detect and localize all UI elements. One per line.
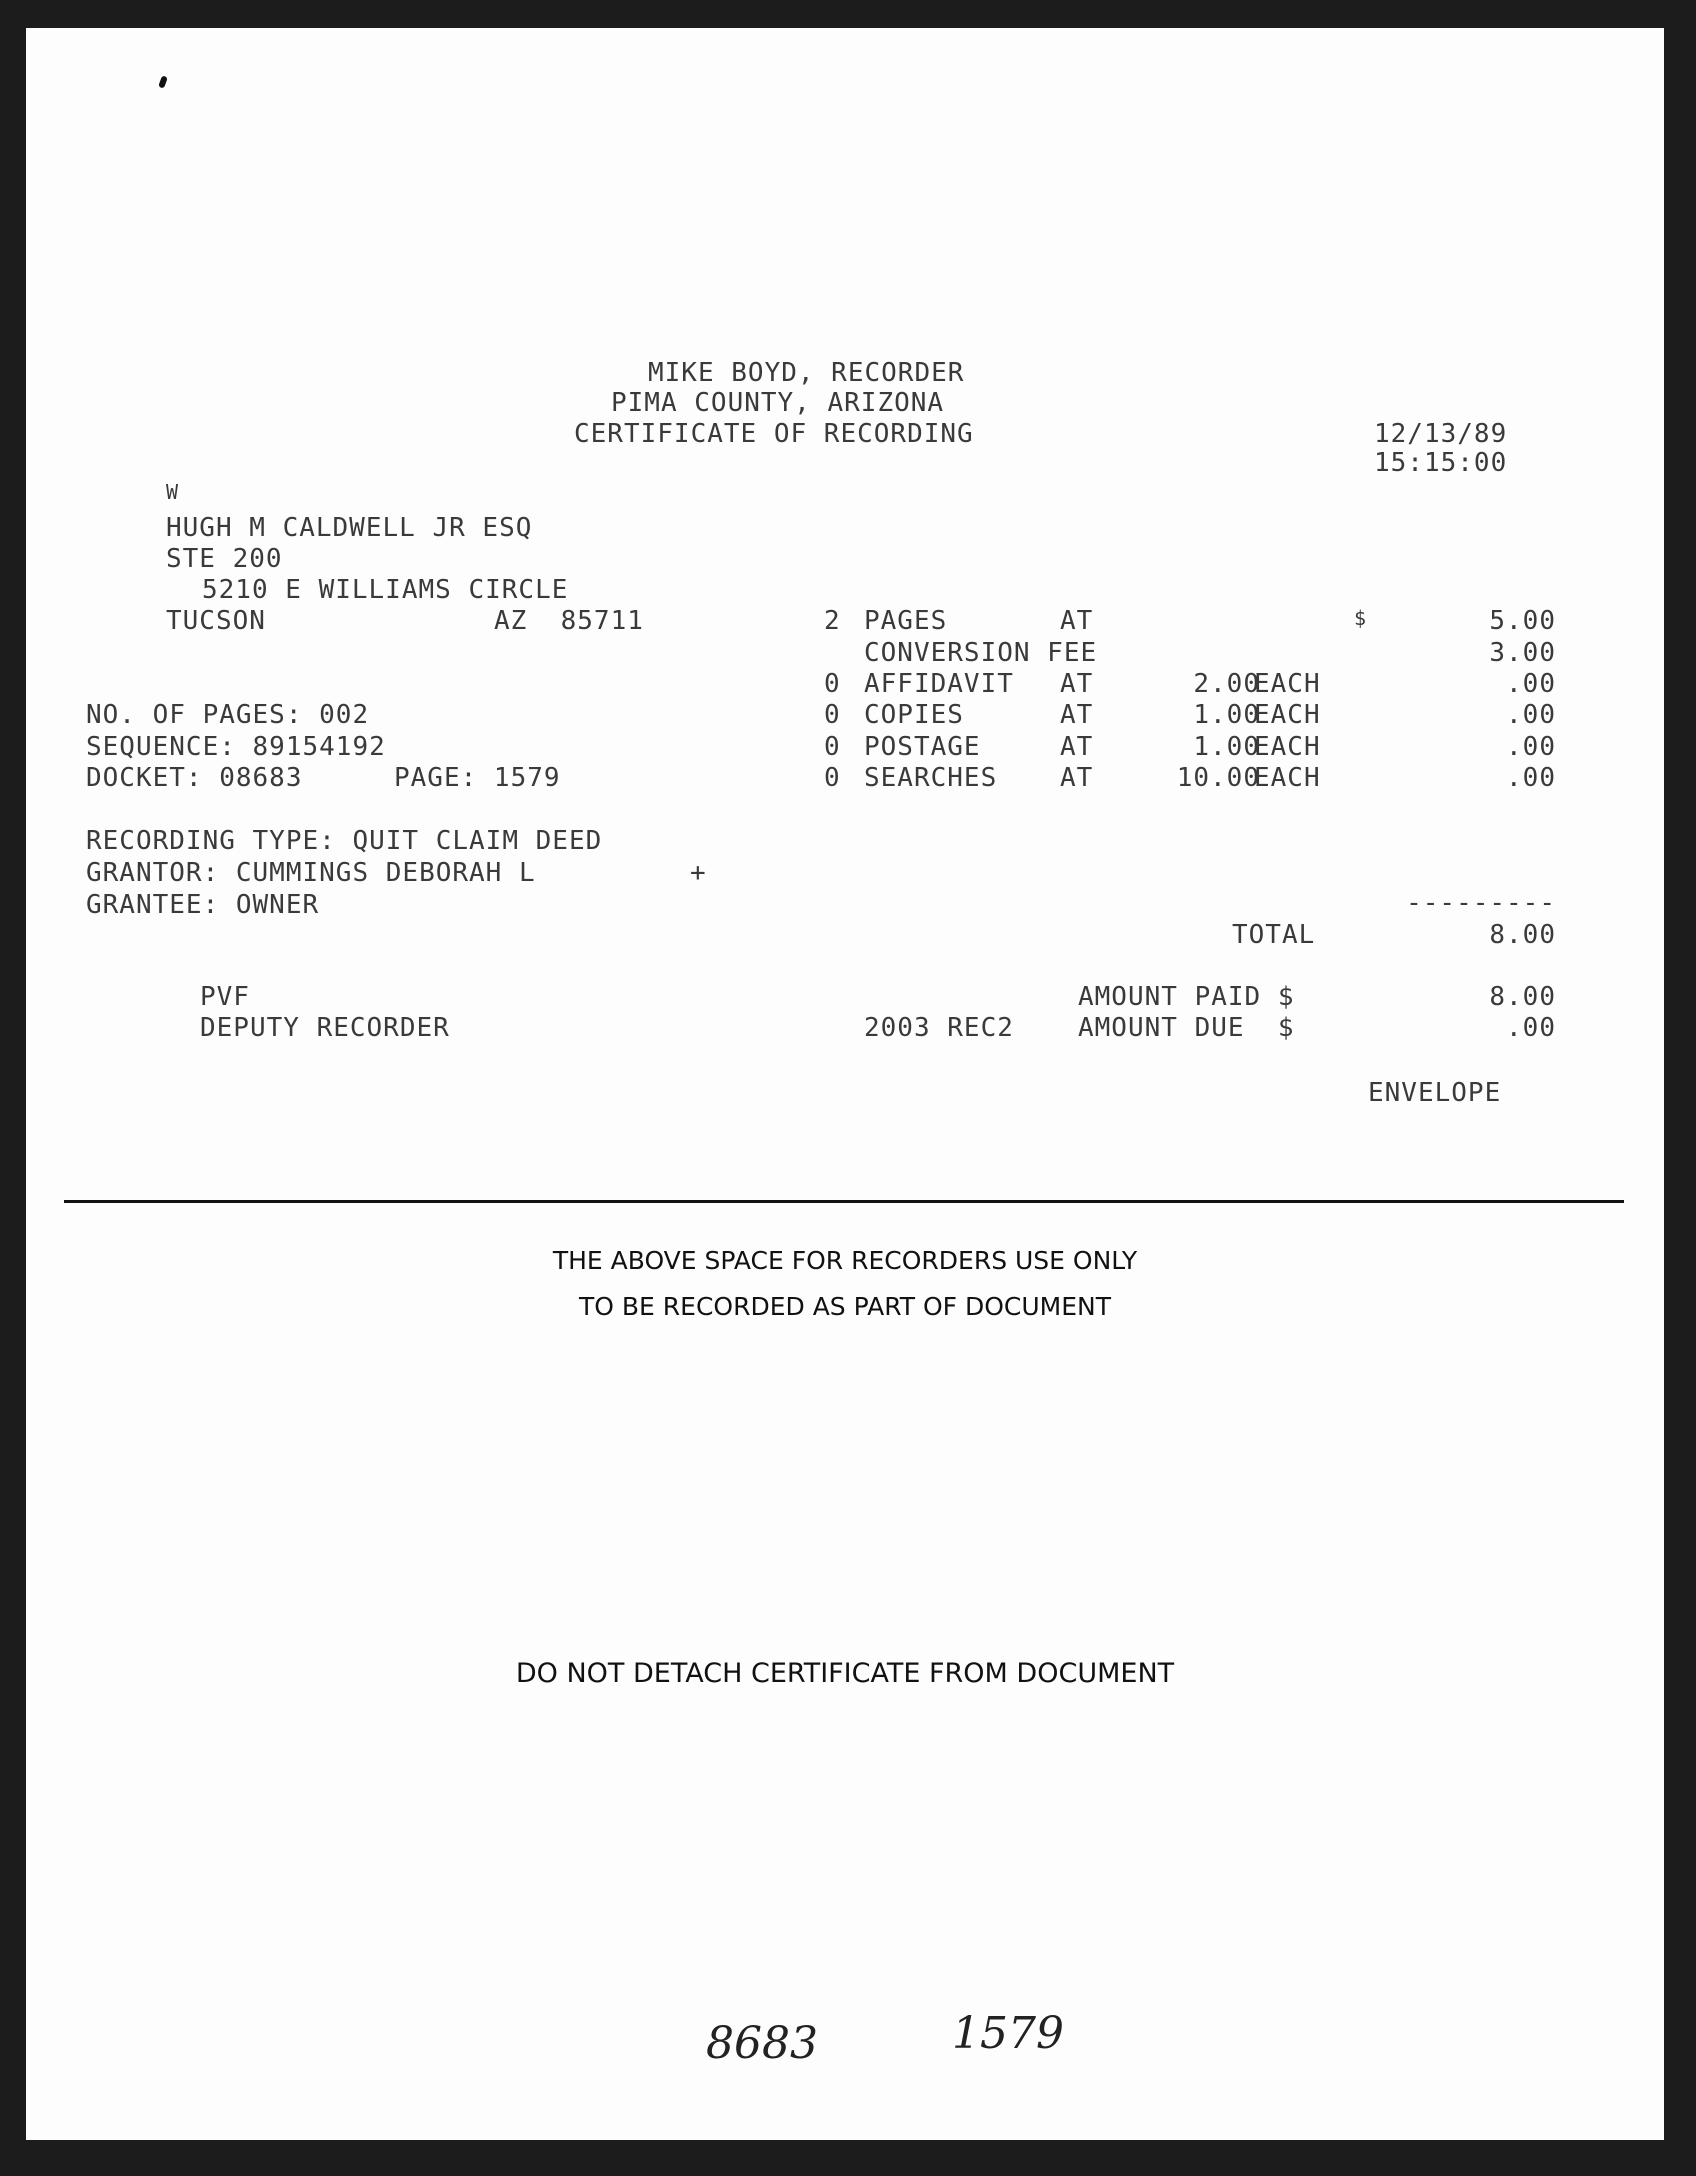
record-date: 12/13/89	[1374, 419, 1508, 449]
fee-each: EACH	[1254, 732, 1321, 762]
fee-each: EACH	[1254, 700, 1321, 730]
addressee-suite: STE 200	[166, 544, 283, 574]
fee-qty: 0	[824, 669, 841, 699]
fee-amount: 5.00	[1489, 606, 1556, 636]
certificate-title: CERTIFICATE OF RECORDING	[574, 419, 974, 449]
fee-currency: $	[1354, 606, 1368, 630]
station-code: 2003 REC2	[864, 1013, 1014, 1043]
county-state: PIMA COUNTY, ARIZONA	[611, 388, 945, 418]
grantee: GRANTEE: OWNER	[86, 890, 320, 920]
fee-qty: 2	[824, 606, 841, 636]
handwritten-page: 1579	[952, 2008, 1064, 2059]
recorders-use-notice: THE ABOVE SPACE FOR RECORDERS USE ONLY	[552, 1246, 1138, 1275]
fee-each: EACH	[1254, 763, 1321, 793]
fee-amount: .00	[1506, 700, 1556, 730]
fee-at: AT	[1060, 763, 1094, 793]
addressee-name: HUGH M CALDWELL JR ESQ	[166, 513, 533, 543]
fee-item: PAGES	[864, 606, 948, 636]
fee-item: COPIES	[864, 700, 964, 730]
fee-at: AT	[1060, 700, 1094, 730]
fee-each: EACH	[1254, 669, 1321, 699]
fee-rate: 1.00	[1193, 700, 1260, 730]
amount-paid-label: AMOUNT PAID $	[1078, 982, 1295, 1012]
envelope-label: ENVELOPE	[1368, 1078, 1502, 1108]
sequence-number: SEQUENCE: 89154192	[86, 732, 386, 762]
docket-number: DOCKET: 08683	[86, 763, 303, 793]
fee-item: POSTAGE	[864, 732, 981, 762]
fee-amount: .00	[1506, 763, 1556, 793]
record-as-part-notice: TO BE RECORDED AS PART OF DOCUMENT	[579, 1292, 1111, 1321]
addressee-street: 5210 E WILLIAMS CIRCLE	[202, 575, 569, 605]
fee-item: CONVERSION FEE	[864, 638, 1098, 668]
fee-amount: .00	[1506, 669, 1556, 699]
deputy-title: DEPUTY RECORDER	[200, 1013, 450, 1043]
fee-at: AT	[1060, 606, 1094, 636]
amount-due-label: AMOUNT DUE $	[1078, 1013, 1295, 1043]
address-mark: W	[166, 480, 180, 504]
fee-amount: .00	[1506, 732, 1556, 762]
total-value: 8.00	[1489, 920, 1556, 950]
total-divider: ---------	[1406, 888, 1556, 918]
do-not-detach-notice: DO NOT DETACH CERTIFICATE FROM DOCUMENT	[515, 1658, 1175, 1689]
fee-rate: 10.00	[1176, 763, 1260, 793]
fee-qty: 0	[824, 732, 841, 762]
handwritten-docket: 8683	[706, 2018, 818, 2069]
amount-due-value: .00	[1506, 1013, 1556, 1043]
recording-type: RECORDING TYPE: QUIT CLAIM DEED	[86, 826, 603, 856]
ink-speck	[158, 75, 168, 88]
fee-item: AFFIDAVIT	[864, 669, 1014, 699]
fee-rate: 1.00	[1193, 732, 1260, 762]
addressee-state-zip: AZ 85711	[494, 606, 644, 636]
grantor-mark: +	[690, 858, 707, 888]
total-label: TOTAL	[1232, 920, 1316, 950]
document-page	[26, 28, 1664, 2140]
fee-at: AT	[1060, 669, 1094, 699]
amount-paid-value: 8.00	[1489, 982, 1556, 1012]
record-time: 15:15:00	[1374, 448, 1508, 478]
fee-at: AT	[1060, 732, 1094, 762]
addressee-city: TUCSON	[166, 606, 266, 636]
fee-rate: 2.00	[1193, 669, 1260, 699]
fee-amount: 3.00	[1489, 638, 1556, 668]
deputy-initials: PVF	[200, 982, 250, 1012]
recorder-space-divider	[64, 1200, 1624, 1203]
page-number: PAGE: 1579	[394, 763, 561, 793]
number-of-pages: NO. OF PAGES: 002	[86, 700, 370, 730]
fee-item: SEARCHES	[864, 763, 998, 793]
fee-qty: 0	[824, 763, 841, 793]
grantor: GRANTOR: CUMMINGS DEBORAH L	[86, 858, 536, 888]
recorder-name: MIKE BOYD, RECORDER	[648, 358, 965, 388]
fee-qty: 0	[824, 700, 841, 730]
